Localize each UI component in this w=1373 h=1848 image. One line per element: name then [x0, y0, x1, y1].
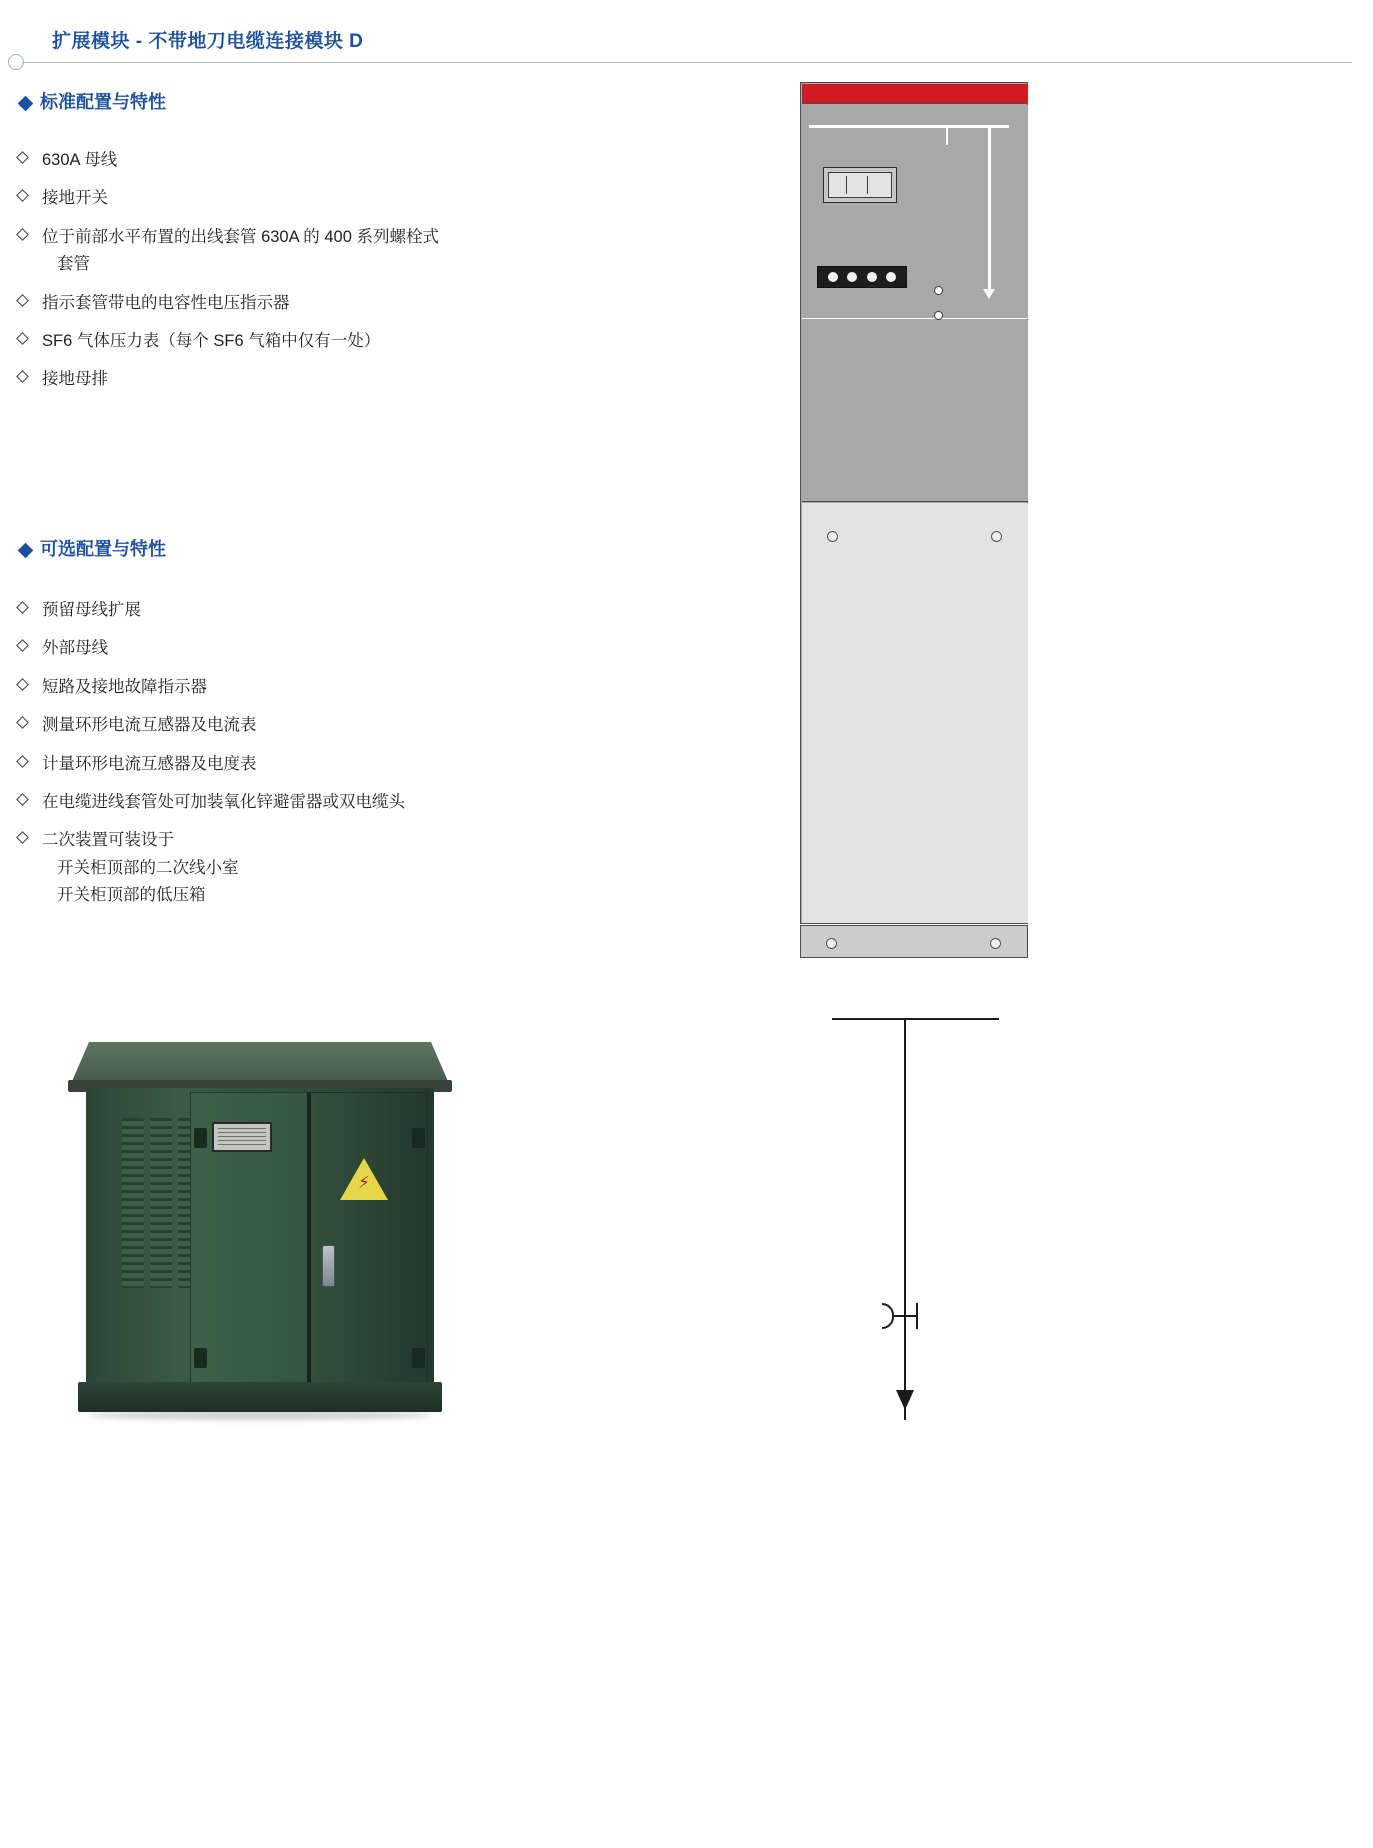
diamond-bullet-icon [18, 96, 34, 112]
fastener-icon [826, 938, 837, 949]
indicator-lamp-icon [867, 272, 877, 282]
product-photo-figure [60, 1030, 480, 1450]
voltage-indicator-strip [817, 266, 907, 288]
list-item [16, 713, 656, 737]
section-heading-standard-label: 标准配置与特性 [40, 92, 166, 112]
list-item-text: 外部母线 [42, 639, 108, 658]
list-item [16, 752, 656, 776]
list-item [16, 148, 656, 172]
standard-feature-list [16, 148, 656, 406]
busbar-horizontal [809, 125, 1009, 128]
optional-feature-list [16, 598, 656, 922]
schematic-switch-blade-icon [916, 1303, 918, 1329]
fastener-icon [991, 531, 1002, 542]
diamond-outline-icon [16, 190, 29, 203]
cabinet-lower-cable-compartment [802, 503, 1028, 923]
list-item-continuation: 开关柜顶部的二次线小室 [57, 858, 239, 877]
diamond-outline-icon [16, 678, 29, 691]
list-item-continuation: 套管 [57, 255, 90, 274]
list-item-continuation-2: 开关柜顶部的低压箱 [57, 886, 206, 905]
cabinet-middle-compartment [802, 320, 1028, 502]
kiosk-plinth [78, 1382, 442, 1412]
diamond-bullet-icon [18, 543, 34, 559]
list-item [16, 186, 656, 210]
pressure-gauge-panel [823, 167, 897, 203]
gauge-face [828, 172, 892, 198]
list-item-text: 二次装置可装设于 [42, 831, 174, 850]
kiosk-side-panel [86, 1088, 180, 1388]
high-voltage-warning-icon [340, 1158, 388, 1200]
list-item [16, 598, 656, 622]
bushing-port-icon [934, 286, 943, 295]
page-header [0, 26, 1373, 66]
diamond-outline-icon [16, 755, 29, 768]
list-item-text: 测量环形电流互感器及电流表 [42, 716, 257, 735]
indicator-lamp-icon [847, 272, 857, 282]
list-item-text: 在电缆进线套管处可加装氧化锌避雷器或双电缆头 [42, 793, 405, 812]
schematic-switch-contact-icon [882, 1303, 894, 1329]
list-item-text: 接地母排 [42, 370, 108, 389]
diamond-outline-icon [16, 716, 29, 729]
section-heading-standard [20, 88, 166, 114]
kiosk-door-right [310, 1092, 428, 1384]
diamond-outline-icon [16, 793, 29, 806]
cabinet-top-red-band [802, 84, 1028, 104]
door-seam [307, 1092, 311, 1384]
diamond-outline-icon [16, 371, 29, 384]
list-item-text: SF6 气体压力表（每个 SF6 气箱中仅有一处） [42, 332, 381, 351]
header-divider [22, 62, 1352, 63]
hinge-icon [412, 1128, 425, 1148]
nameplate-label [212, 1122, 272, 1152]
door-handle-icon [322, 1245, 335, 1287]
list-item [16, 675, 656, 699]
diamond-outline-icon [16, 640, 29, 653]
schematic-switch-bar [894, 1315, 918, 1317]
cabinet-outline [800, 82, 1028, 924]
ventilation-louver-icon [150, 1118, 172, 1288]
diamond-outline-icon [16, 832, 29, 845]
list-item-text: 接地开关 [42, 189, 108, 208]
list-item-text: 指示套管带电的电容性电压指示器 [42, 293, 290, 312]
list-item [16, 636, 656, 660]
diamond-outline-icon [16, 228, 29, 241]
list-item-text: 位于前部水平布置的出线套管 630A 的 400 系列螺栓式 [42, 227, 439, 246]
list-item [16, 367, 656, 391]
busbar-branch [946, 127, 948, 145]
list-item-text: 预留母线扩展 [42, 601, 141, 619]
schematic-cable-arrow-icon [896, 1390, 914, 1410]
hinge-icon [194, 1128, 207, 1148]
fastener-icon [827, 531, 838, 542]
section-heading-optional [20, 535, 166, 561]
schematic-busbar [832, 1018, 999, 1020]
indicator-lamp-icon [828, 272, 838, 282]
list-item-text: 计量环形电流互感器及电度表 [42, 754, 257, 773]
ventilation-louver-icon [122, 1118, 144, 1288]
indicator-lamp-icon [886, 272, 896, 282]
arrow-down-icon [983, 289, 995, 299]
list-item-text: 短路及接地故障指示器 [42, 677, 207, 696]
section-heading-optional-label: 可选配置与特性 [40, 539, 166, 559]
list-item [16, 291, 656, 315]
hinge-icon [194, 1348, 207, 1368]
diamond-outline-icon [16, 151, 29, 164]
bushing-port-icon [934, 311, 943, 320]
busbar-vertical [988, 127, 991, 293]
list-item-text: 630A 母线 [42, 151, 118, 169]
list-item [16, 225, 656, 277]
fastener-icon [990, 938, 1001, 949]
list-item [16, 329, 656, 353]
diamond-outline-icon [16, 294, 29, 307]
diamond-outline-icon [16, 601, 29, 614]
cabinet-front-view-figure [800, 82, 1028, 960]
schematic-feeder-line [904, 1018, 906, 1420]
list-item [16, 790, 656, 814]
single-line-schematic-figure [800, 1000, 1030, 1460]
diamond-outline-icon [16, 332, 29, 345]
list-item [16, 828, 656, 907]
hinge-icon [412, 1348, 425, 1368]
page-title: 扩展模块 - 不带地刀电缆连接模块 D [52, 31, 364, 52]
